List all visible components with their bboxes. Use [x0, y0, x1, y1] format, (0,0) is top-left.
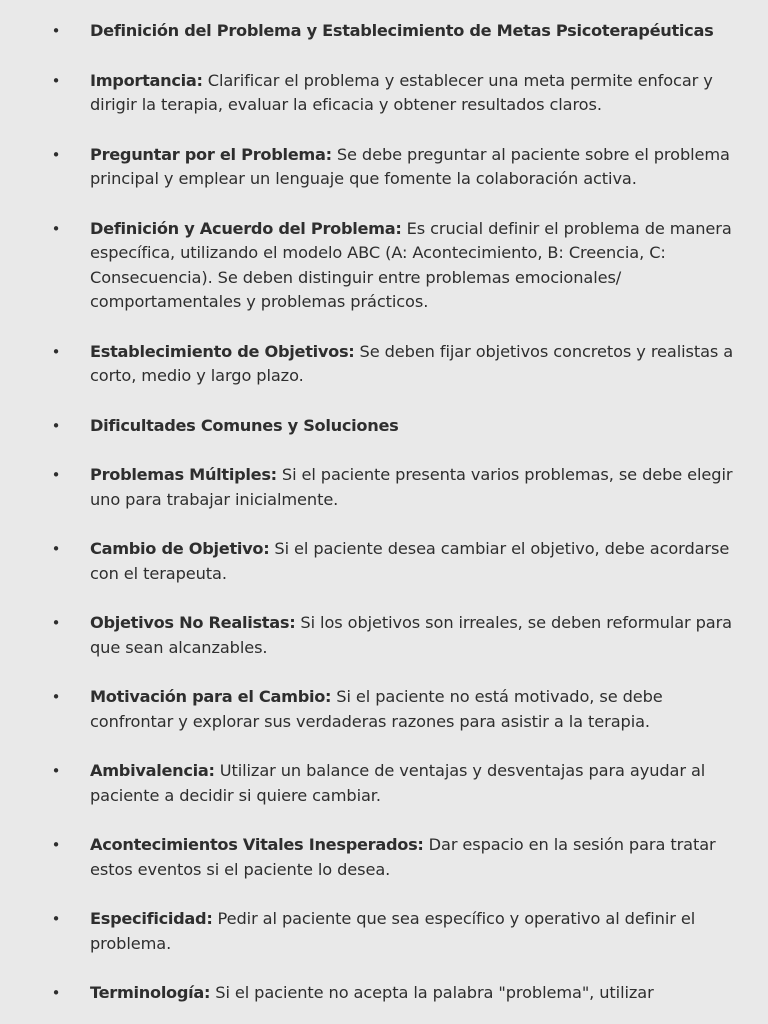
item-description: Si el paciente no acepta la palabra "problema", utilizar — [210, 983, 654, 1002]
bullet-icon: • — [51, 540, 61, 558]
bullet-icon: • — [51, 219, 61, 238]
bullet-list — [51, 19, 734, 1006]
item-term: Problemas Múltiples: — [90, 465, 277, 484]
bullet-icon: • — [51, 762, 61, 780]
item-description: Dar espacio en la sesión para tratar estos eventos si el paciente lo desea. — [90, 835, 716, 879]
list-item — [51, 143, 734, 192]
item-term: Importancia: — [90, 70, 203, 90]
list-item — [51, 611, 734, 660]
item-term: Definición del Problema y Establecimiento de Metas Psicoterapéuticas — [90, 21, 714, 40]
list-item — [51, 685, 734, 734]
list-item — [51, 19, 734, 44]
list-item — [51, 981, 734, 1006]
bullet-icon: • — [51, 836, 61, 854]
item-term: Preguntar por el Problema: — [90, 144, 332, 164]
item-description: Si el paciente presenta varios problemas, se debe elegir uno para trabajar inicialmente. — [90, 465, 733, 509]
bullet-icon: • — [51, 145, 61, 164]
list-item — [51, 537, 734, 586]
item-description: Si el paciente desea cambiar el objetivo, debe acordarse con el terapeuta. — [90, 539, 730, 583]
item-description: Se debe preguntar al paciente sobre el problema principal y emplear un lenguaje que fomente la colaboración activa. — [90, 144, 730, 188]
item-term: Objetivos No Realistas: — [90, 613, 296, 632]
list-item — [51, 833, 734, 882]
bullet-icon: • — [51, 342, 61, 361]
bullet-icon: • — [51, 71, 61, 90]
list-item — [51, 217, 734, 315]
item-term: Definición y Acuerdo del Problema: — [90, 218, 402, 238]
item-term: Acontecimientos Vitales Inesperados: — [90, 835, 424, 854]
item-description: Se deben fijar objetivos concretos y realistas a corto, medio y largo plazo. — [90, 341, 734, 385]
bullet-icon: • — [51, 22, 61, 40]
list-item — [51, 759, 734, 808]
item-term: Especificidad: — [90, 909, 213, 928]
list-item — [51, 907, 734, 956]
item-term: Cambio de Objetivo: — [90, 539, 270, 558]
item-term: Establecimiento de Objetivos: — [90, 341, 355, 361]
item-term: Ambivalencia: — [90, 761, 215, 780]
item-description: Es crucial definir el problema de manera específica, utilizando el modelo ABC (A: Acontecimiento, B: Creencia, C: Consecuencia). Se deben distinguir entre problemas emocionales/ comportamentales y problemas prácticos. — [90, 218, 732, 311]
list-item — [51, 69, 734, 118]
item-description: Si el paciente no está motivado, se debe confrontar y explorar sus verdaderas razones para asistir a la terapia. — [90, 687, 663, 731]
item-term: Terminología: — [90, 983, 211, 1002]
item-description: Utilizar un balance de ventajas y desventajas para ayudar al paciente a decidir si quiere cambiar. — [90, 761, 706, 805]
bullet-icon: • — [51, 984, 61, 1002]
bullet-icon: • — [51, 614, 61, 632]
bullet-icon: • — [51, 688, 61, 706]
bullet-icon: • — [51, 466, 61, 484]
item-description: Pedir al paciente que sea específico y operativo al definir el problema. — [90, 909, 696, 953]
list-item — [51, 340, 734, 389]
item-term: Dificultades Comunes y Soluciones — [90, 415, 399, 435]
bullet-icon: • — [51, 910, 61, 928]
item-description: Clarificar el problema y establecer una meta permite enfocar y dirigir la terapia, evaluar la eficacia y obtener resultados claros. — [90, 70, 713, 114]
bullet-icon: • — [51, 416, 61, 435]
list-item — [51, 414, 734, 439]
item-term: Motivación para el Cambio: — [90, 687, 332, 706]
item-description: Si los objetivos son irreales, se deben reformular para que sean alcanzables. — [90, 613, 733, 657]
list-item — [51, 463, 734, 512]
